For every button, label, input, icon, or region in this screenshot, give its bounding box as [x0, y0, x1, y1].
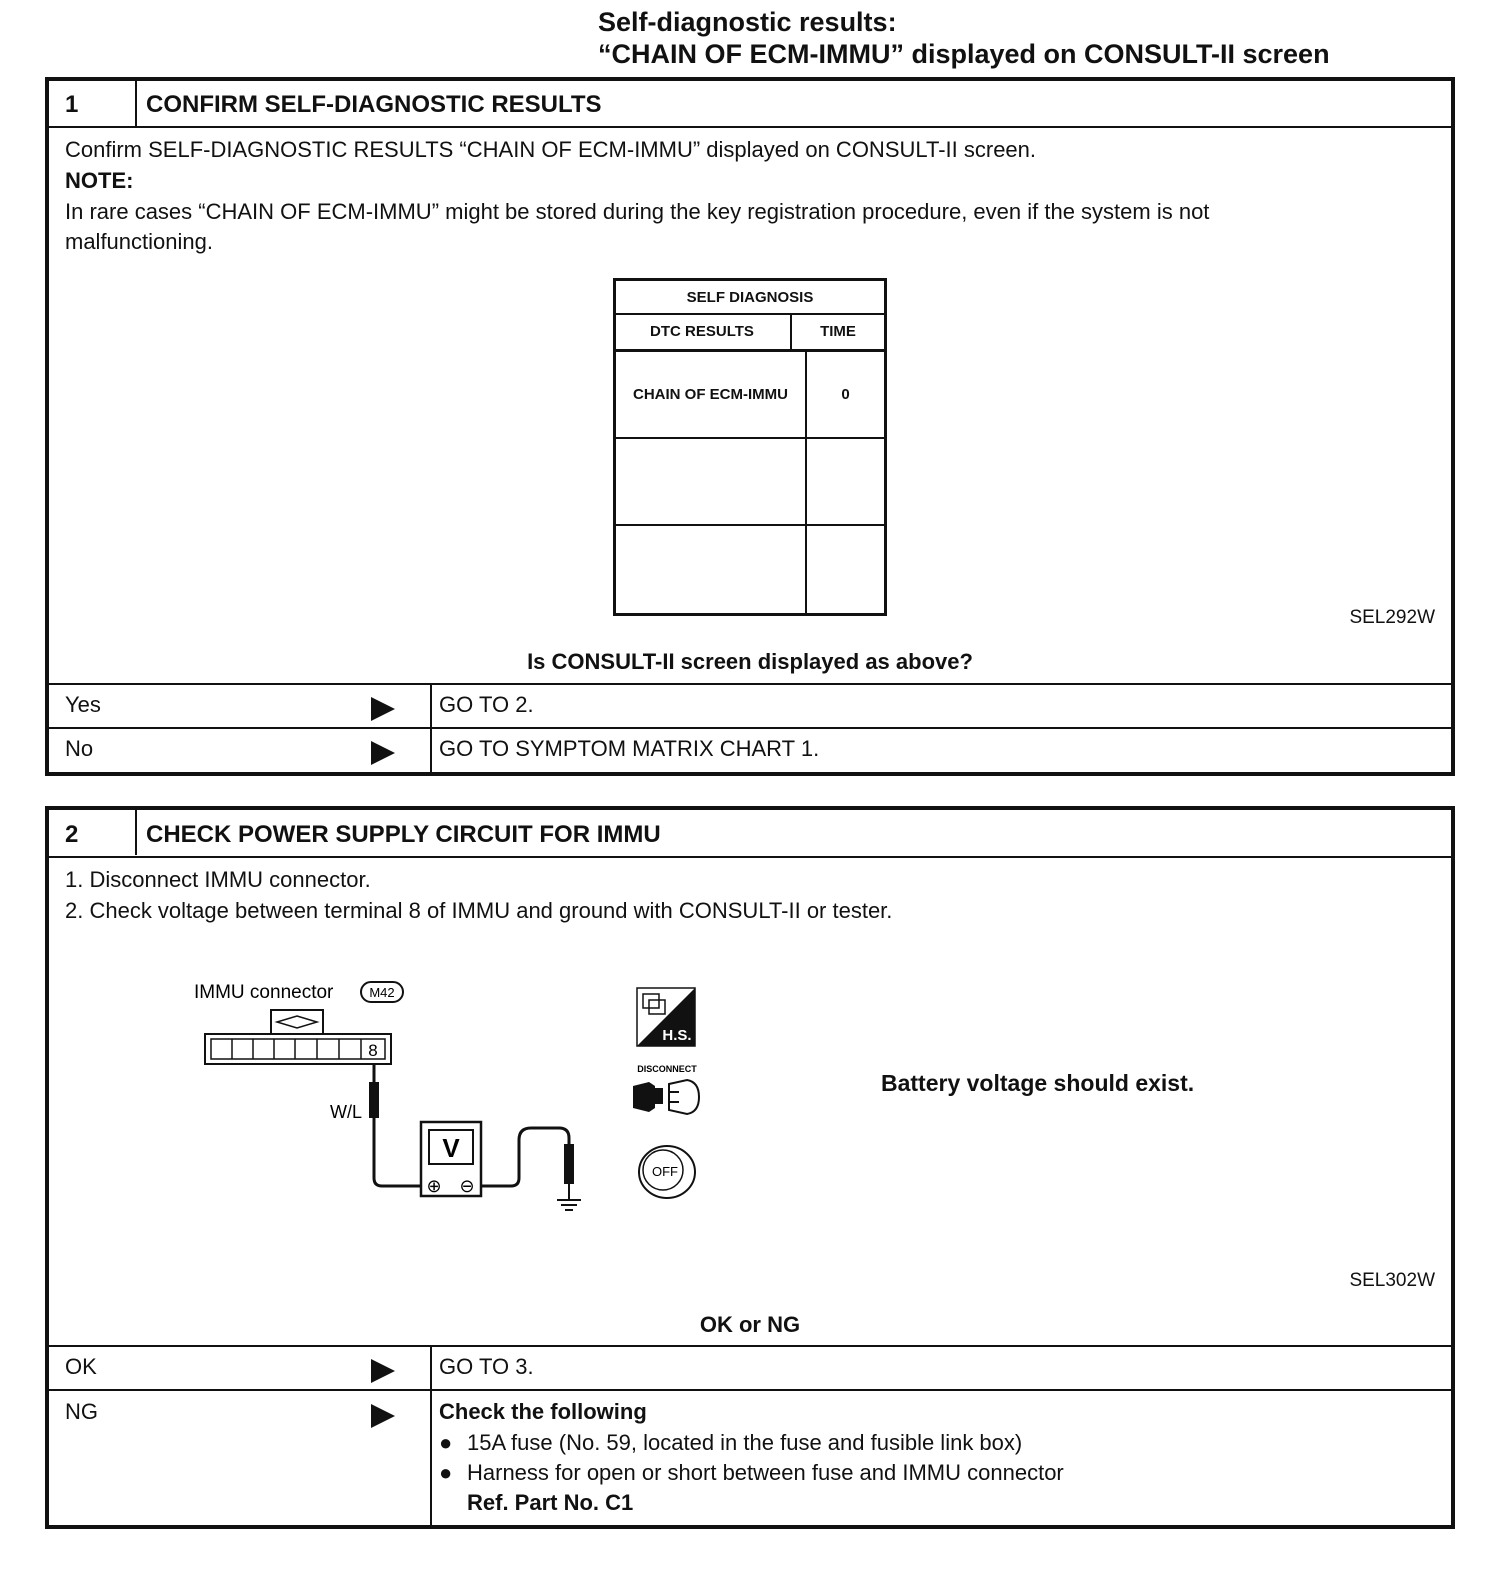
ng-reference: Ref. Part No. C1 — [467, 1490, 634, 1515]
sd-rule-1 — [616, 313, 884, 315]
step-2-answer-divider — [430, 1345, 432, 1525]
minus-terminal-icon: ⊖ — [459, 1176, 475, 1197]
ok-arrow-icon — [371, 1359, 395, 1383]
ng-bullet-1 — [439, 1428, 1022, 1458]
step-1-title-rule — [49, 126, 1451, 128]
step-1-number: 1 — [65, 91, 79, 118]
header-line-2: “CHAIN OF ECM-IMMU” displayed on CONSULT-II screen — [598, 39, 1330, 69]
step-1-yes-action: GO TO 2. — [439, 692, 534, 717]
self-diagnosis-title: SELF DIAGNOSIS — [686, 289, 814, 306]
ground-probe — [564, 1144, 574, 1184]
no-arrow-icon — [371, 741, 395, 765]
connector-id: M42 — [369, 985, 395, 1000]
step-2-title: CHECK POWER SUPPLY CIRCUIT FOR IMMU — [146, 821, 661, 848]
harness-side-icon — [637, 988, 695, 1046]
connector-label: IMMU connector — [194, 982, 334, 1003]
step-1-note-label: NOTE: — [65, 168, 134, 193]
step-2-title-rule — [49, 856, 1451, 858]
step-2-number-divider — [135, 810, 137, 855]
off-label: OFF — [652, 1164, 678, 1179]
step-1-instruction: Confirm SELF-DIAGNOSTIC RESULTS “CHAIN OF ECM-IMMU” displayed on CONSULT-II screen. — [65, 137, 1037, 162]
step-2-box — [45, 806, 1455, 1529]
hs-label: H.S. — [662, 1027, 692, 1044]
self-diagnosis-screen — [613, 278, 887, 616]
dtc-row-1: CHAIN OF ECM-IMMU — [633, 386, 788, 403]
step-1-number-divider — [135, 81, 137, 126]
figure-code-sel302w: SEL302W — [1349, 1270, 1435, 1291]
step-1-question-rule — [49, 683, 1451, 685]
ignition-off-icon — [639, 1146, 695, 1198]
wire-color-label: W/L — [330, 1102, 363, 1122]
step-2-ok-label: OK — [65, 1354, 97, 1379]
sd-rule-2 — [616, 349, 884, 352]
page-header — [598, 6, 1330, 70]
disconnect-label: DISCONNECT — [637, 1064, 697, 1074]
step-1-yes-label: Yes — [65, 692, 101, 717]
ng-arrow-icon — [371, 1404, 395, 1428]
disconnect-icon — [633, 1064, 699, 1114]
plus-terminal-icon: ⊕ — [426, 1176, 442, 1197]
step-2-question: OK or NG — [699, 1312, 801, 1337]
expected-result: Battery voltage should exist. — [881, 1070, 1195, 1096]
terminal-number: 8 — [368, 1041, 378, 1060]
connector-terminals — [211, 1039, 385, 1059]
yes-arrow-icon — [371, 697, 395, 721]
step-2-item-2: 2. Check voltage between terminal 8 of IMMU and ground with CONSULT-II or tester. — [65, 898, 893, 923]
negative-lead — [481, 1128, 569, 1186]
sd-rule-4 — [616, 524, 884, 526]
positive-lead — [374, 1118, 421, 1186]
step-2-ng-label: NG — [65, 1399, 98, 1424]
step-2-number: 2 — [65, 821, 79, 848]
latch-diamond-icon — [277, 1016, 317, 1028]
ground-icon — [557, 1200, 581, 1210]
bullet-icon: ● — [439, 1460, 453, 1485]
step-1-note-text-2: malfunctioning. — [65, 229, 213, 254]
ng-bullet-2 — [439, 1458, 1064, 1488]
ng-check-title: Check the following — [439, 1399, 647, 1424]
step-1-title: CONFIRM SELF-DIAGNOSTIC RESULTS — [146, 91, 602, 118]
time-row-1: 0 — [841, 386, 850, 403]
step-1-no-action: GO TO SYMPTOM MATRIX CHART 1. — [439, 736, 820, 761]
dtc-results-header: DTC RESULTS — [650, 323, 754, 340]
step-1-yes-rule — [49, 727, 1451, 729]
bullet-icon: ● — [439, 1430, 453, 1455]
step-1-no-label: No — [65, 736, 94, 761]
step-2-ok-rule — [49, 1389, 1451, 1391]
time-header: TIME — [820, 323, 856, 340]
voltmeter-symbol: V — [442, 1133, 460, 1163]
step-2-question-rule — [49, 1345, 1451, 1347]
step-2-item-1: 1. Disconnect IMMU connector. — [65, 867, 371, 892]
probe-tip — [369, 1082, 379, 1118]
ng-bullet-1-text: 15A fuse (No. 59, located in the fuse and fusible link box) — [467, 1430, 1023, 1455]
step-1-question: Is CONSULT-II screen displayed as above? — [527, 649, 973, 674]
header-line-1: Self-diagnostic results: — [598, 7, 897, 37]
step-1-note-text-1: In rare cases “CHAIN OF ECM-IMMU” might be stored during the key registration procedure, even if the system is not — [65, 199, 1210, 224]
step-1-box — [45, 77, 1455, 776]
ng-bullet-2-text: Harness for open or short between fuse and IMMU connector — [467, 1460, 1064, 1485]
sd-rule-3 — [616, 437, 884, 439]
terminal-dividers — [232, 1039, 361, 1059]
condition-icons — [629, 984, 709, 1214]
figure-code-sel292w: SEL292W — [1349, 607, 1435, 628]
step-2-ok-action: GO TO 3. — [439, 1354, 534, 1379]
